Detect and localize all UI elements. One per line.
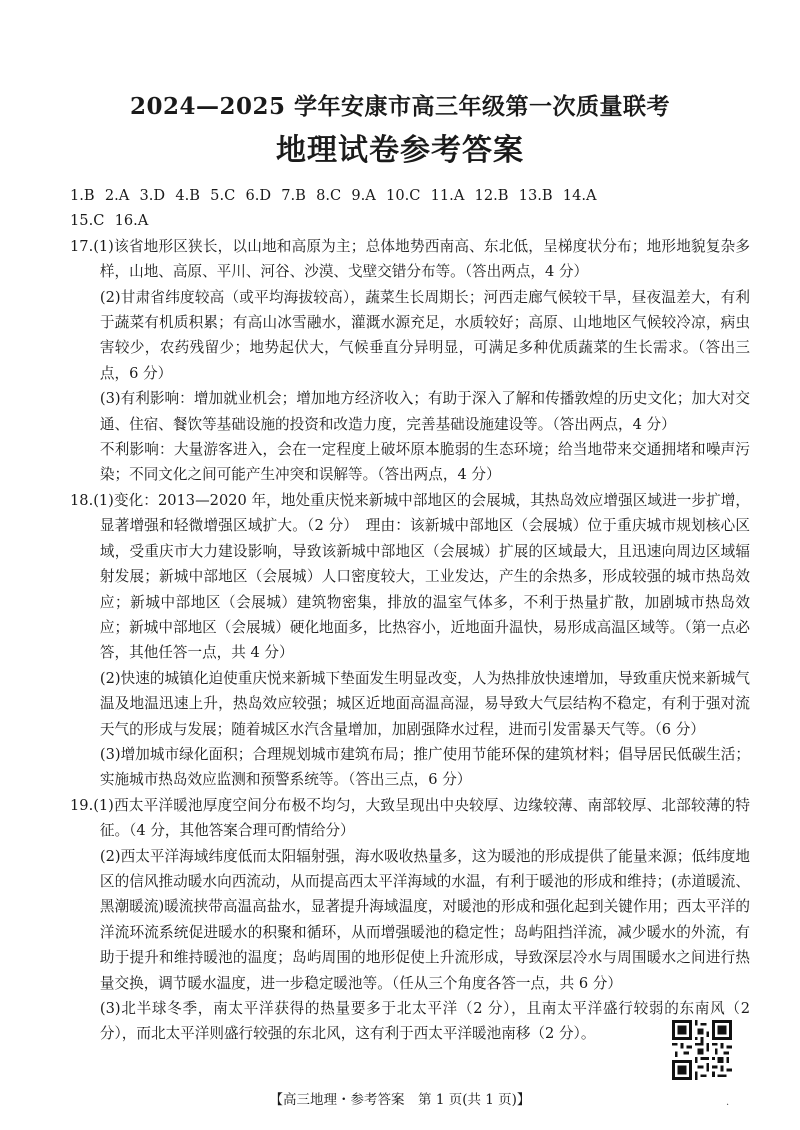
choice-answers-row-1 bbox=[70, 183, 750, 208]
q19-part1: 19.(1)西太平洋暖池厚度空间分布极不均匀，大致呈现出中央较厚、边缘较薄、南部较厚、北部较薄的特征。（4 分，其他答案合理可酌情给分） bbox=[70, 796, 750, 840]
choice-answer: 7.B bbox=[281, 187, 306, 204]
q17-part1: 17.(1)该省地形区狭长，以山地和高原为主；总体地势西南高、东北低，呈梯度状分布；地形地貌复杂多样，山地、高原、平川、河谷、沙漠、戈壁交错分布等。（答出两点，4 分） bbox=[70, 237, 750, 281]
choice-answer: 14.A bbox=[562, 187, 597, 204]
q18-part1: 18.(1)变化：2013—2020 年，地处重庆悦来新城中部地区的会展城，其热岛效应增强区域进一步扩增，显著增强和轻微增强区域扩大。（2 分） 理由：该新城中部地区（会展城）位于重庆城市规划核心区域，受重庆市大力建设影响，导致该新城中部地区（会展城）扩展的区域最大，且迅速向周边区域辐射发展；新城中部地区（会展城）人口密度较大，工业发达，产生的余热多，形成较强的城市热岛效应；新城中部地区（会展城）建筑物密集，排放的温室气体多，不利于热量扩散，加剧城市热岛效应；新城中部地区（会展城）硬化地面多，比热容小，近地面升温快，易形成高温区域等。（第一点必答，其他任答一点，共 4 分） bbox=[70, 491, 750, 662]
choice-answer: 6.D bbox=[245, 187, 272, 204]
choice-answer: 13.B bbox=[518, 187, 553, 204]
q18-part3: (3)增加城市绿化面积；合理规划城市建筑布局；推广使用节能环保的建筑材料；倡导居民低碳生活；实施城市热岛效应监测和预警系统等。（答出三点，6 分） bbox=[99, 745, 750, 789]
answer-key-title: 地理试卷参考答案 bbox=[276, 133, 524, 168]
answer-content bbox=[70, 183, 750, 1047]
choice-answer: 8.C bbox=[316, 187, 342, 204]
q18-part2: (2)快速的城镇化迫使重庆悦来新城下垫面发生明显改变，人为热排放快速增加，导致重庆悦来新城气温及地温迅速上升，热岛效应较强；城区近地面高温高湿，易导致大气层结构不稳定，有利于强对流天气的形成与发展；随着城区水汽含量增加，加剧强降水过程，进而引发雷暴天气等。（6 分） bbox=[99, 669, 750, 738]
choice-answer: 2.A bbox=[104, 187, 130, 204]
q19-part2: (2)西太平洋海域纬度低而太阳辐射强，海水吸收热量多，这为暖池的形成提供了能量来源；低纬度地区的信风推动暖水向西流动，从而提高西太平洋海域的水温，有利于暖池的形成和维持；(赤道暖流、黑潮暖流)暖流挟带高温高盐水，显著提升海域温度，对暖池的形成和强化起到关键作用；西太平洋的洋流环流系统促进暖水的积聚和循环，从而增强暖池的稳定性；岛屿阻挡洋流，减少暖水的外流，有助于提升和维持暖池的温度；岛屿周围的地形促使上升流形成，导致深层冷水与周围暖水之间进行热量交换，调节暖水温度，进一步稳定暖池等。（任从三个角度各答一点，共 6 分） bbox=[99, 847, 750, 992]
exam-title: 2024—2025 学年安康市高三年级第一次质量联考 bbox=[129, 93, 671, 120]
choice-answer: 5.C bbox=[210, 187, 236, 204]
q17-part3: (3)有利影响：增加就业机会；增加地方经济收入；有助于深入了解和传播敦煌的历史文化；加大对交通、住宿、餐饮等基础设施的投资和改造力度，完善基础设施建设等。（答出两点，4 分） bbox=[99, 390, 750, 433]
choice-answer: 4.B bbox=[175, 187, 200, 204]
choice-answer: 1.B bbox=[70, 187, 95, 204]
q17-part2: (2)甘肃省纬度较高（或平均海拔较高），蔬菜生长周期长；河西走廊气候较干旱，昼夜温差大，有利于蔬菜有机质积累；有高山冰雪融水，灌溉水源充足，水质较好；高原、山地地区气候较冷凉，病虫害较少，农药残留少；地势起伏大，气候垂直分异明显，可满足多种优质蔬菜的生长需求。（答出三点，6 分） bbox=[99, 288, 750, 382]
choice-answer: 10.C bbox=[386, 187, 421, 204]
choice-answer: 3.D bbox=[139, 187, 166, 204]
choice-answer: 12.B bbox=[474, 187, 509, 204]
choice-answer: 11.A bbox=[430, 187, 465, 204]
q19-part3: (3)北半球冬季，南太平洋获得的热量要多于北太平洋（2 分），且南太平洋盛行较弱的东南风（2 分），而北太平洋则盛行较强的东北风，这有利于西太平洋暖池南移（2 分）。 bbox=[99, 1000, 750, 1043]
choice-answer: 15.C bbox=[70, 212, 105, 230]
qr-code-icon bbox=[672, 1020, 732, 1080]
choice-answer: 16.A bbox=[114, 212, 149, 230]
q17-part3-negative: 不利影响：大量游客进入，会在一定程度上破坏原本脆弱的生态环境；给当地带来交通拥堵和噪声污染；不同文化之间可能产生冲突和误解等。（答出两点，4 分） bbox=[99, 441, 750, 484]
choice-answers-row-2 bbox=[70, 208, 750, 233]
choice-answer: 9.A bbox=[351, 187, 376, 204]
page-footer: 【高三地理・参考答案 第 1 页(共 1 页)】 bbox=[269, 1092, 531, 1108]
corner-mark: · bbox=[726, 1100, 730, 1111]
